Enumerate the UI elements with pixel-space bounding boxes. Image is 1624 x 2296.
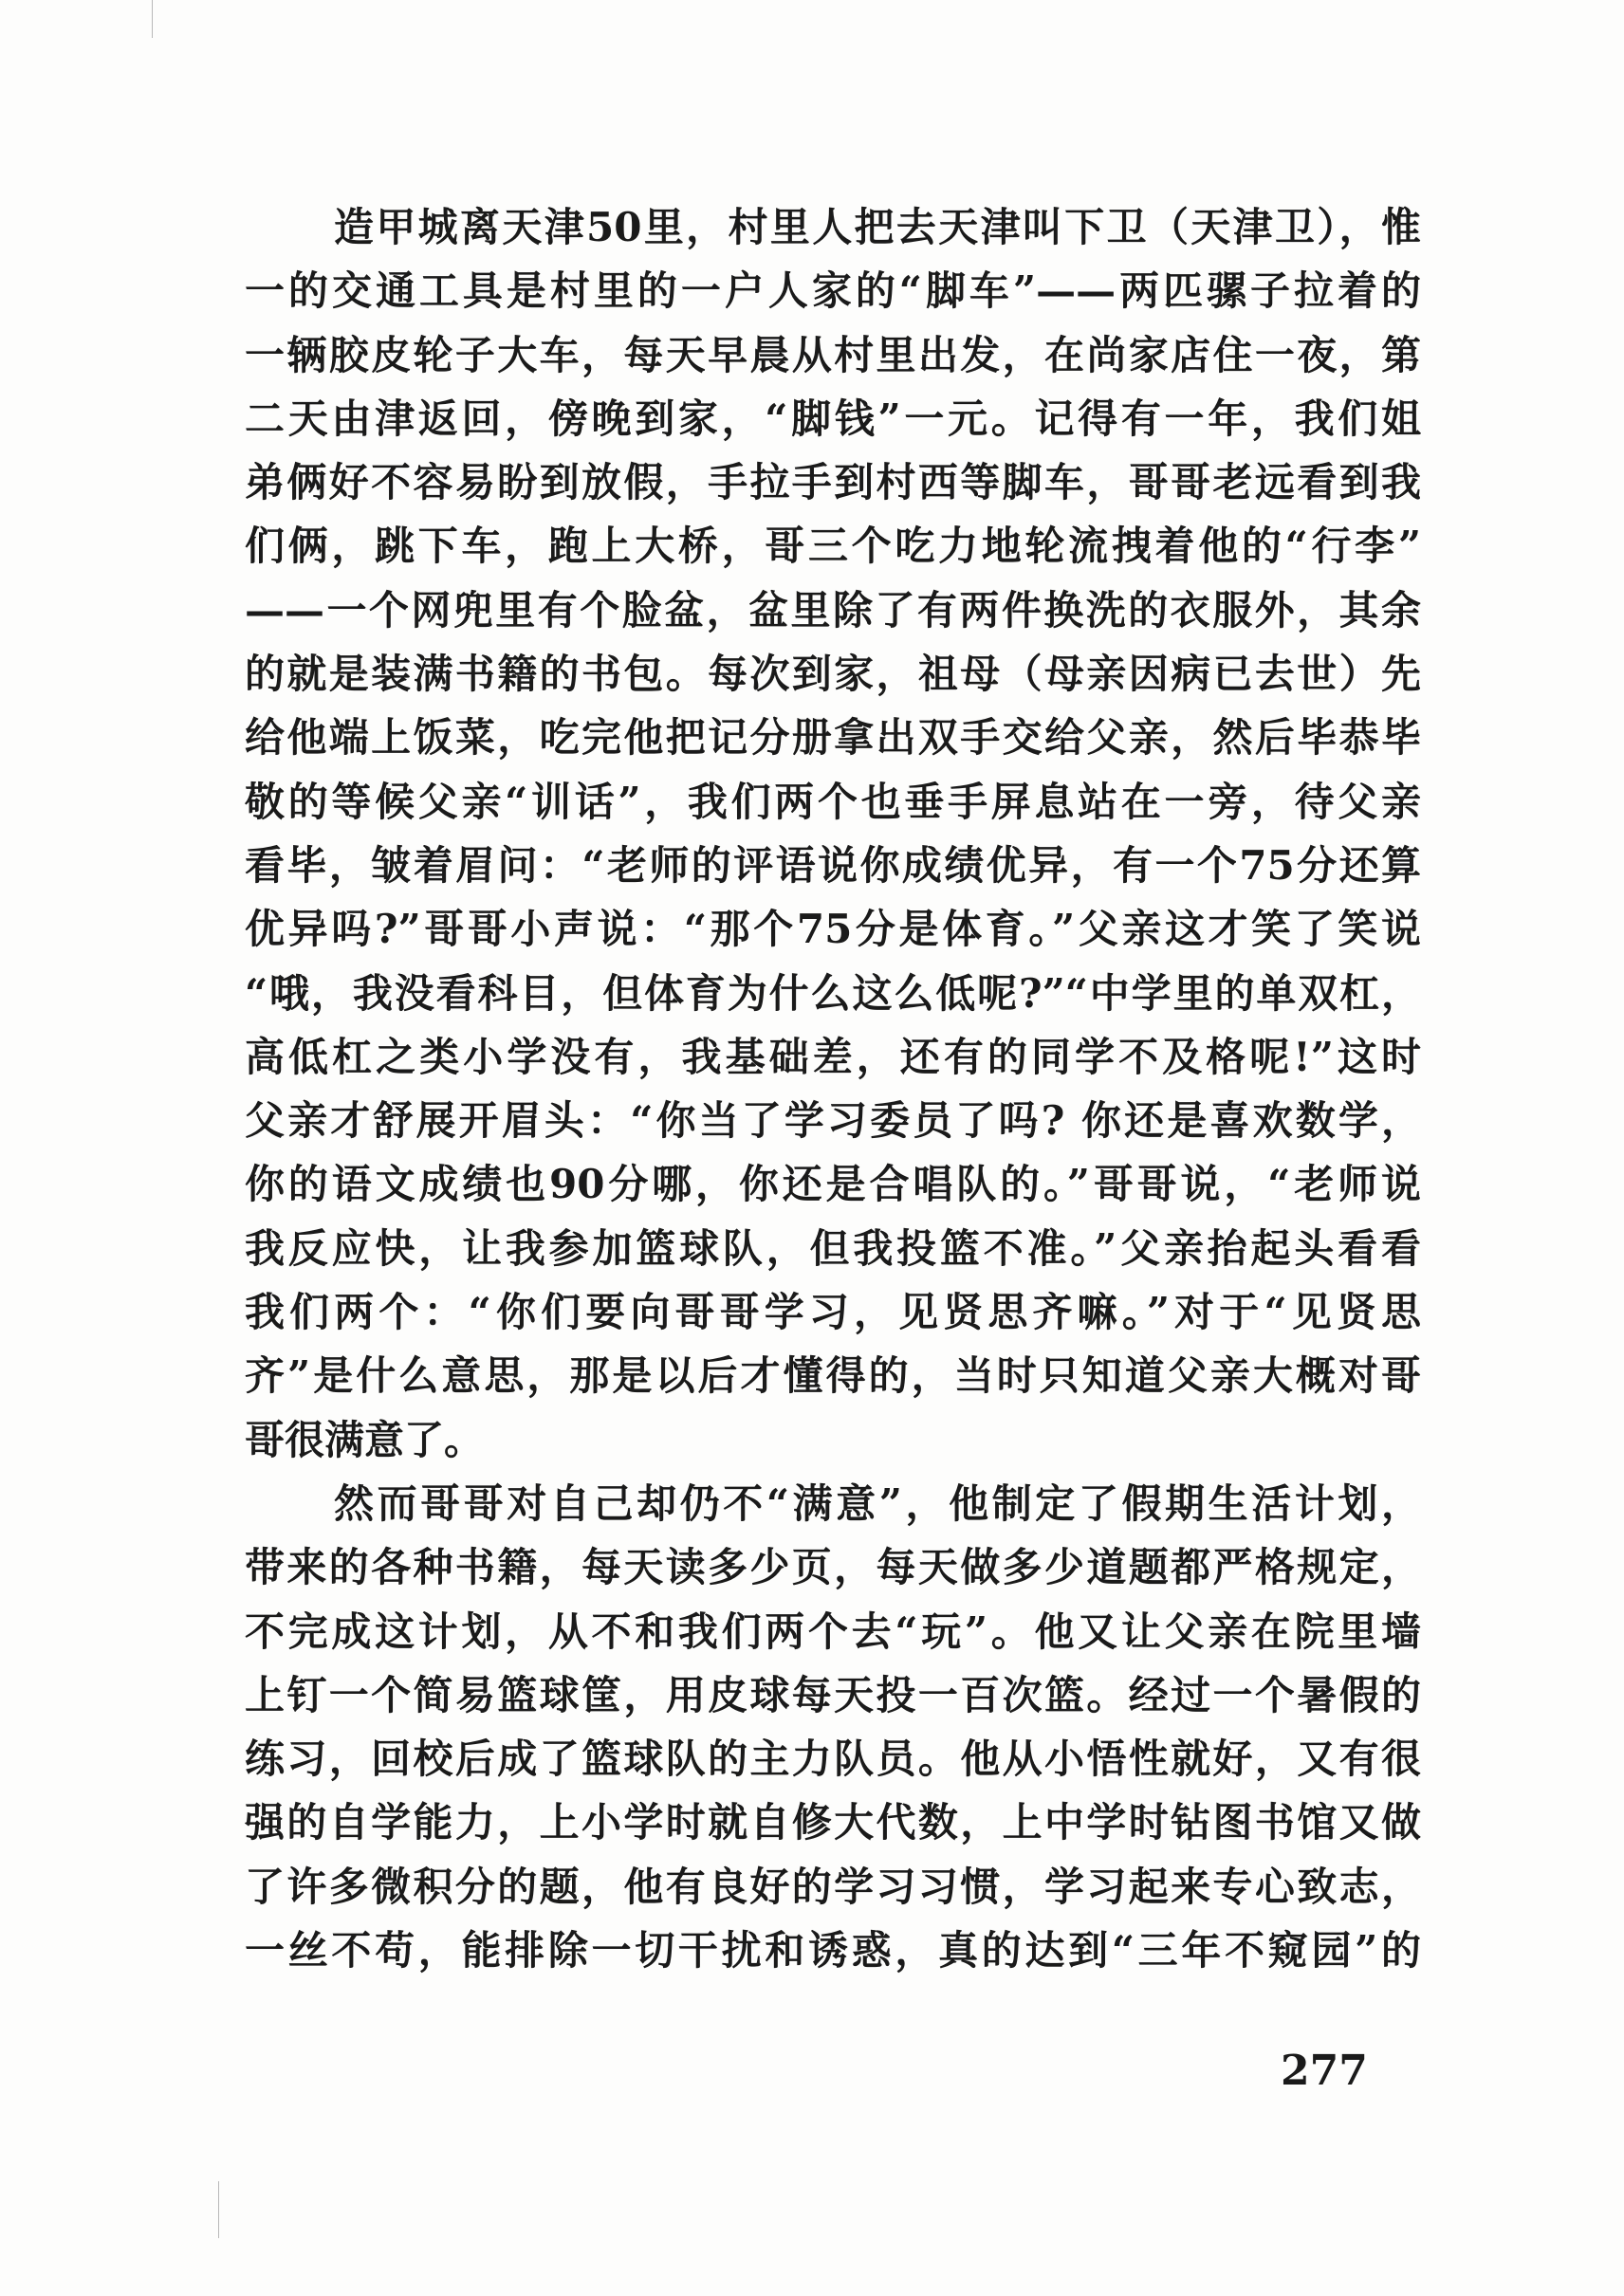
text-line: 然而哥哥对自己却仍不“满意”，他制定了假期生活计划， <box>334 1479 1421 1527</box>
paragraph-2 <box>245 1472 1421 1982</box>
page-number: 277 <box>1281 2047 1368 2095</box>
text-line: 的就是装满书籍的书包。每次到家，祖母（母亲因病已去世）先 <box>245 651 1421 698</box>
text-line: 们俩，跳下车，跑上大桥，哥三个吃力地轮流拽着他的“行李” <box>245 523 1421 570</box>
text-line: 一辆胶皮轮子大车，每天早晨从村里出发，在尚家店住一夜，第 <box>245 331 1421 378</box>
text-line: 齐”是什么意思，那是以后才懂得的，当时只知道父亲大概对哥 <box>245 1352 1421 1400</box>
text-line: 优异吗?”哥哥小声说：“那个75分是体育。”父亲这才笑了笑说 <box>245 906 1421 953</box>
text-line: 强的自学能力，上小学时就自修大代数，上中学时钻图书馆又做 <box>245 1799 1421 1846</box>
scan-edge-mark <box>218 2181 219 2238</box>
text-line: 带来的各种书籍，每天读多少页，每天做多少道题都严格规定， <box>245 1544 1421 1591</box>
text-line: 敬的等候父亲“训话”，我们两个也垂手屏息站在一旁，待父亲 <box>245 778 1421 825</box>
text-line: 父亲才舒展开眉头：“你当了学习委员了吗? 你还是喜欢数学， <box>245 1097 1421 1145</box>
text-line: 不完成这计划，从不和我们两个去“玩”。他又让父亲在院里墙 <box>245 1607 1421 1655</box>
body-text <box>245 195 1421 1982</box>
text-line: “哦，我没看科目，但体育为什么这么低呢?”“中学里的单双杠， <box>245 969 1421 1017</box>
text-line: 给他端上饭菜，吃完他把记分册拿出双手交给父亲，然后毕恭毕 <box>245 714 1421 762</box>
text-line: 高低杠之类小学没有，我基础差，还有的同学不及格呢!”这时 <box>245 1033 1421 1080</box>
text-line: 弟俩好不容易盼到放假，手拉手到村西等脚车，哥哥老远看到我 <box>245 459 1421 506</box>
text-line: 我们两个：“你们要向哥哥学习，见贤思齐嘛。”对于“见贤思 <box>245 1289 1421 1336</box>
text-line: 你的语文成绩也90分哪，你还是合唱队的。”哥哥说，“老师说 <box>245 1161 1421 1208</box>
text-line: 了许多微积分的题，他有良好的学习习惯，学习起来专心致志， <box>245 1863 1421 1910</box>
text-line: 造甲城离天津50里，村里人把去天津叫下卫（天津卫），惟 <box>334 204 1421 250</box>
paragraph-1 <box>245 195 1421 1472</box>
text-line: 哥很满意了。 <box>245 1416 485 1463</box>
text-line: 我反应快，让我参加篮球队，但我投篮不准。”父亲抬起头看看 <box>245 1224 1421 1272</box>
scan-edge-mark <box>152 0 153 38</box>
text-line: 上钉一个简易篮球筐，用皮球每天投一百次篮。经过一个暑假的 <box>245 1671 1421 1718</box>
text-line: 看毕，皱着眉问：“老师的评语说你成绩优异，有一个75分还算 <box>245 841 1421 889</box>
text-line: ——一个网兜里有个脸盆，盆里除了有两件换洗的衣服外，其余 <box>245 586 1421 634</box>
text-line: 二天由津返回，傍晚到家，“脚钱”一元。记得有一年，我们姐 <box>245 395 1421 442</box>
text-line: 练习，回校后成了篮球队的主力队员。他从小悟性就好，又有很 <box>245 1736 1421 1783</box>
text-line: 一的交通工具是村里的一户人家的“脚车”——两匹骡子拉着的 <box>245 267 1421 315</box>
text-line: 一丝不苟，能排除一切干扰和诱惑，真的达到“三年不窥园”的 <box>245 1927 1421 1975</box>
